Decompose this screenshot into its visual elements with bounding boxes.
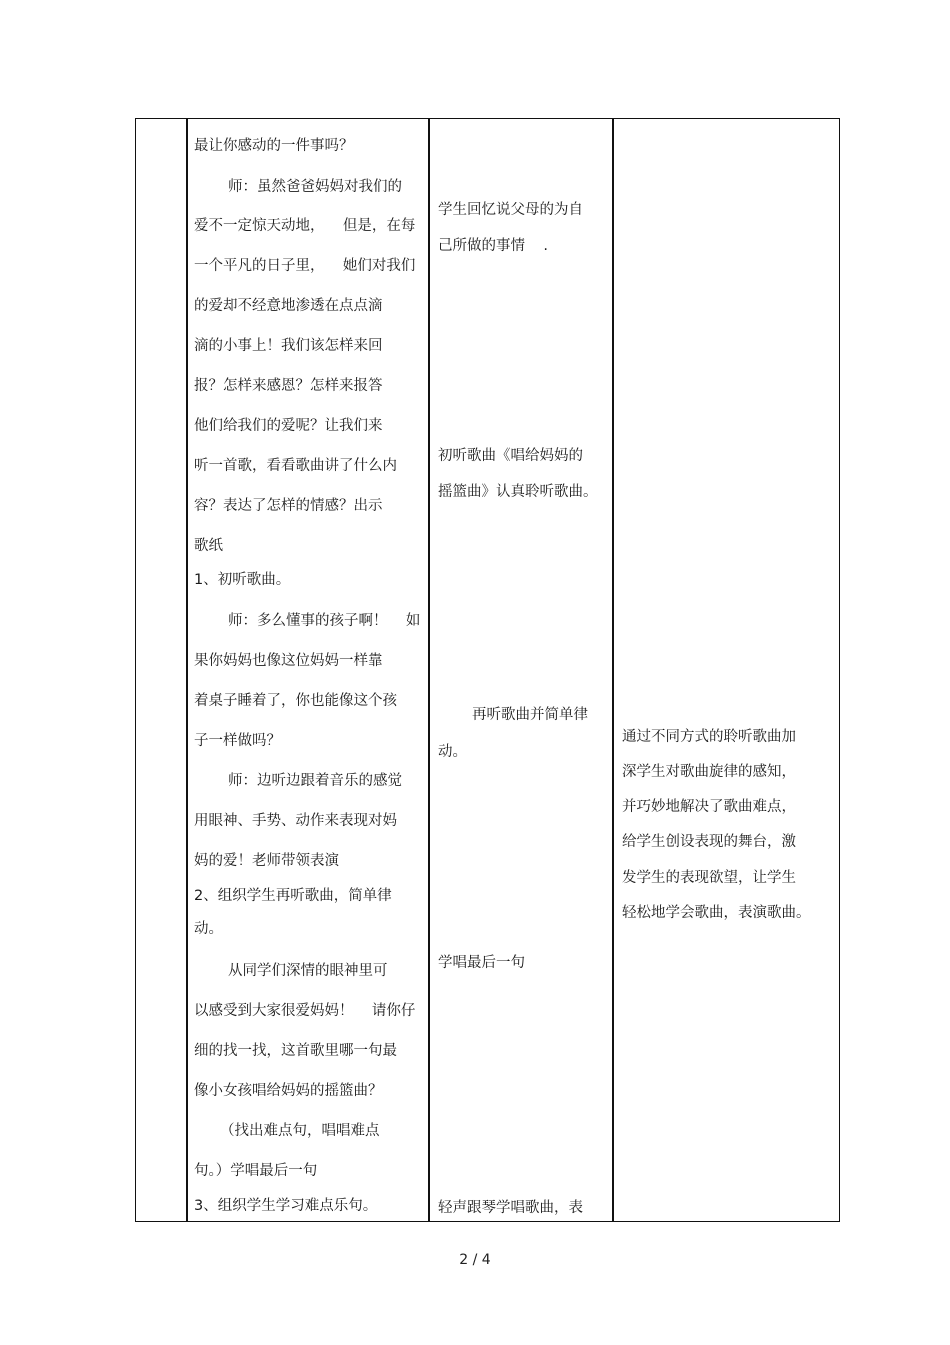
text-line: 3、组织学生学习难点乐句。 <box>194 1198 378 1214</box>
text-line: 最让你感动的一件事吗？ <box>194 138 354 154</box>
text-line: （找出难点句，唱唱难点 <box>220 1123 380 1139</box>
text-line: 轻松地学会歌曲，表演歌曲。 <box>622 905 811 921</box>
text-line: 滴的小事上！我们该怎样来回 <box>194 338 383 354</box>
text-line: 一个平凡的日子里， 她们对我们 <box>194 258 416 274</box>
text-line: 学生回忆说父母的为自 <box>438 202 583 218</box>
text-line: 1、初听歌曲。 <box>194 572 291 588</box>
text-line: 师：多么懂事的孩子啊！ 如 <box>228 613 421 629</box>
text-line: 着桌子睡着了，你也能像这个孩 <box>194 693 397 709</box>
text-line: 像小女孩唱给妈妈的摇篮曲？ <box>194 1083 383 1099</box>
text-line: 通过不同方式的聆听歌曲加 <box>622 729 796 745</box>
text-line: 学唱最后一句 <box>438 955 525 971</box>
text-line: 以感受到大家很爱妈妈！ 请你仔 <box>194 1003 416 1019</box>
text-line: 报？怎样来感恩？怎样来报答 <box>194 378 383 394</box>
text-line: 妈的爱！老师带领表演 <box>194 853 339 869</box>
text-line: 爱不一定惊天动地， 但是，在每 <box>194 218 416 234</box>
column-divider <box>612 118 614 1222</box>
text-line: 再听歌曲并简单律 <box>472 707 588 723</box>
text-line: 容？表达了怎样的情感？出示 <box>194 498 383 514</box>
text-line: 己所做的事情 . <box>438 238 549 254</box>
text-line: 动。 <box>194 921 223 937</box>
text-line: 听一首歌，看看歌曲讲了什么内 <box>194 458 397 474</box>
text-line: 用眼神、手势、动作来表现对妈 <box>194 813 397 829</box>
text-line: 深学生对歌曲旋律的感知， <box>622 764 796 780</box>
text-line: 的爱却不经意地渗透在点点滴 <box>194 298 383 314</box>
text-line: 发学生的表现欲望，让学生 <box>622 870 796 886</box>
column-divider <box>428 118 430 1222</box>
text-line: 轻声跟琴学唱歌曲，表 <box>438 1200 583 1216</box>
column-divider <box>186 118 188 1222</box>
text-line: 歌纸 <box>194 538 223 554</box>
text-line: 从同学们深情的眼神里可 <box>228 963 388 979</box>
text-line: 他们给我们的爱呢？让我们来 <box>194 418 383 434</box>
text-line: 师：边听边跟着音乐的感觉 <box>228 773 402 789</box>
text-line: 初听歌曲《唱给妈妈的 <box>438 448 583 464</box>
text-line: 摇篮曲》认真聆听歌曲。 <box>438 484 598 500</box>
text-line: 果你妈妈也像这位妈妈一样靠 <box>194 653 383 669</box>
text-line: 细的找一找，这首歌里哪一句最 <box>194 1043 397 1059</box>
text-line: 2、组织学生再听歌曲，简单律 <box>194 888 392 904</box>
text-line: 给学生创设表现的舞台，激 <box>622 834 796 850</box>
text-line: 动。 <box>438 744 467 760</box>
text-line: 师：虽然爸爸妈妈对我们的 <box>228 179 402 195</box>
page-number: 2 / 4 <box>459 1252 491 1268</box>
text-line: 句。）学唱最后一句 <box>194 1163 318 1179</box>
text-line: 并巧妙地解决了歌曲难点， <box>622 799 796 815</box>
text-line: 子一样做吗？ <box>194 733 281 749</box>
